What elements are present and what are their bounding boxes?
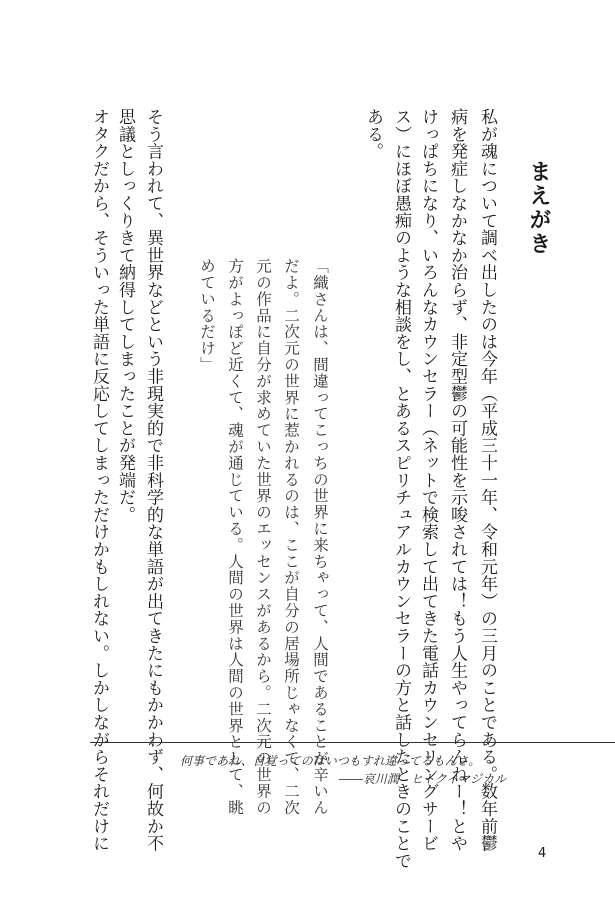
body-line: そう言われて、異世界などという非現実的で非科学的な単語が出てきたにもかかわず、何故か不 bbox=[143, 108, 163, 852]
body-line: オタクだから、そういった単語に反応してしまっただけかもしれない。しかしながらそれだけに bbox=[89, 108, 109, 852]
page-number: 4 bbox=[538, 846, 547, 861]
quote-line: 方がよっぽど近くて、魂が通じている。人間の世界は人間の世界として、眺 bbox=[226, 258, 244, 816]
body-line: ス）にほぼ愚痴のような相談をし、とあるスピリチュアルカウンセラーの方と話したときのことで bbox=[391, 108, 411, 870]
body-line: 私が魂について調べ出したのは今年（平成三十一年、令和元年）の三月のことである。数年前鬱 bbox=[477, 108, 497, 852]
quote-line: 「織さんは、間違ってこっちの世界に来ちゃって、人間であることが辛いん bbox=[311, 258, 329, 816]
divider-rule bbox=[90, 742, 615, 743]
body-line: 病を発症しなかなか治らず、非定型鬱の可能性を示唆されては！もう人生やってらんねー！とや bbox=[447, 108, 467, 852]
chapter-heading: まえがき bbox=[526, 160, 551, 256]
quote-line: だよ。二次元の世界に惹かれるのは、ここが自分の居場所じゃなくて、二次 bbox=[282, 258, 300, 816]
quote-line: めているだけ」 bbox=[198, 258, 216, 373]
body-line: けっぱちになり、いろんなカウンセラー（ネットで検索して出てきた電話カウンセリングサービ bbox=[418, 108, 438, 852]
body-line: 思議としっくりきて納得してしまったことが発端だ。 bbox=[115, 108, 135, 524]
body-line: ある。 bbox=[363, 108, 383, 160]
epigraph-attribution: ――哀川潤 ヒトクイマジカル bbox=[338, 772, 506, 786]
quote-line: 元の作品に自分が求めていた世界のエッセンスがあるから。二次元の世界の bbox=[254, 258, 272, 816]
epigraph-line: 何事であれ、自覚ってのはいつもすれ違ってるもんさ。 bbox=[180, 754, 481, 768]
